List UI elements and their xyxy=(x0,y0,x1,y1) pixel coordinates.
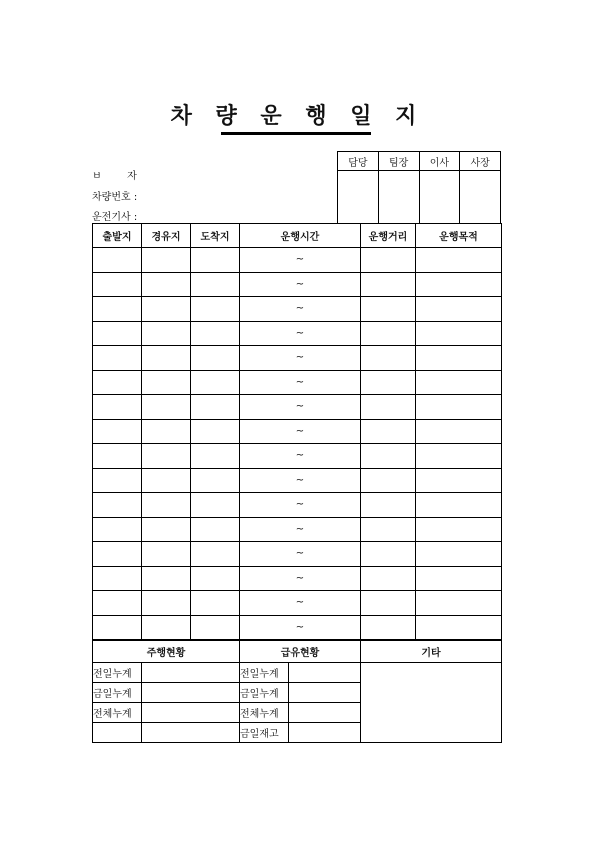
destination-cell[interactable] xyxy=(191,615,240,640)
col-header-waypoint: 경유지 xyxy=(142,224,191,248)
fuel-label: 전체누계 xyxy=(240,703,289,723)
purpose-cell[interactable] xyxy=(416,517,502,542)
origin-cell[interactable] xyxy=(93,370,142,395)
waypoint-cell[interactable] xyxy=(142,395,191,420)
destination-cell[interactable] xyxy=(191,321,240,346)
other-notes[interactable] xyxy=(361,663,502,743)
destination-cell[interactable] xyxy=(191,346,240,371)
approval-header-president: 사장 xyxy=(460,152,501,171)
operating-time-cell[interactable]: ~ xyxy=(240,517,361,542)
operating-time-cell[interactable]: ~ xyxy=(240,272,361,297)
log-row xyxy=(93,468,502,493)
purpose-cell[interactable] xyxy=(416,248,502,273)
distance-cell[interactable] xyxy=(361,346,416,371)
waypoint-cell[interactable] xyxy=(142,517,191,542)
destination-cell[interactable] xyxy=(191,591,240,616)
col-header-purpose: 운행목적 xyxy=(416,224,502,248)
purpose-cell[interactable] xyxy=(416,370,502,395)
col-header-destination: 도착지 xyxy=(191,224,240,248)
waypoint-cell[interactable] xyxy=(142,566,191,591)
purpose-cell[interactable] xyxy=(416,346,502,371)
origin-cell[interactable] xyxy=(93,444,142,469)
driving-label: 금일누계 xyxy=(93,683,142,703)
purpose-cell[interactable] xyxy=(416,444,502,469)
distance-cell[interactable] xyxy=(361,542,416,567)
log-row xyxy=(93,566,502,591)
fuel-value[interactable] xyxy=(289,683,361,703)
distance-cell[interactable] xyxy=(361,493,416,518)
distance-cell[interactable] xyxy=(361,517,416,542)
summary-header-fueling: 급유현황 xyxy=(240,641,361,663)
origin-cell[interactable] xyxy=(93,248,142,273)
operating-time-cell[interactable]: ~ xyxy=(240,346,361,371)
approval-header-team-lead: 팀장 xyxy=(378,152,419,171)
operating-time-cell[interactable]: ~ xyxy=(240,419,361,444)
fuel-label: 전일누계 xyxy=(240,663,289,683)
fuel-value[interactable] xyxy=(289,723,361,743)
purpose-cell[interactable] xyxy=(416,542,502,567)
approval-signature-manager[interactable] xyxy=(338,171,379,224)
distance-cell[interactable] xyxy=(361,272,416,297)
purpose-cell[interactable] xyxy=(416,615,502,640)
operating-time-cell[interactable]: ~ xyxy=(240,444,361,469)
purpose-cell[interactable] xyxy=(416,272,502,297)
purpose-cell[interactable] xyxy=(416,321,502,346)
log-header-row xyxy=(93,224,502,248)
operating-time-cell[interactable]: ~ xyxy=(240,395,361,420)
approval-signature-team-lead[interactable] xyxy=(378,171,419,224)
distance-cell[interactable] xyxy=(361,419,416,444)
waypoint-cell[interactable] xyxy=(142,493,191,518)
operating-time-cell[interactable]: ~ xyxy=(240,248,361,273)
origin-cell[interactable] xyxy=(93,321,142,346)
destination-cell[interactable] xyxy=(191,542,240,567)
operating-time-cell[interactable]: ~ xyxy=(240,615,361,640)
operating-time-cell[interactable]: ~ xyxy=(240,468,361,493)
operating-time-cell[interactable]: ~ xyxy=(240,566,361,591)
log-row xyxy=(93,493,502,518)
purpose-cell[interactable] xyxy=(416,419,502,444)
purpose-cell[interactable] xyxy=(416,395,502,420)
fuel-value[interactable] xyxy=(289,703,361,723)
origin-cell[interactable] xyxy=(93,493,142,518)
log-row xyxy=(93,346,502,371)
waypoint-cell[interactable] xyxy=(142,419,191,444)
fuel-value[interactable] xyxy=(289,663,361,683)
log-row xyxy=(93,517,502,542)
destination-cell[interactable] xyxy=(191,272,240,297)
destination-cell[interactable] xyxy=(191,248,240,273)
approval-header-director: 이사 xyxy=(419,152,460,171)
vehicle-number-label: 차량번호 : xyxy=(92,192,138,203)
waypoint-cell[interactable] xyxy=(142,615,191,640)
distance-cell[interactable] xyxy=(361,248,416,273)
summary-header-driving: 주행현황 xyxy=(93,641,240,663)
summary-table xyxy=(92,640,502,743)
origin-cell[interactable] xyxy=(93,566,142,591)
distance-cell[interactable] xyxy=(361,566,416,591)
approval-signature-director[interactable] xyxy=(419,171,460,224)
distance-cell[interactable] xyxy=(361,444,416,469)
operation-log-table xyxy=(92,223,502,640)
log-row xyxy=(93,248,502,273)
summary-header-row xyxy=(93,641,502,663)
date-label: ㅂ 자 xyxy=(92,171,137,182)
log-row xyxy=(93,419,502,444)
approval-signature-president[interactable] xyxy=(460,171,501,224)
waypoint-cell[interactable] xyxy=(142,248,191,273)
operating-time-cell[interactable]: ~ xyxy=(240,321,361,346)
log-row xyxy=(93,395,502,420)
destination-cell[interactable] xyxy=(191,493,240,518)
distance-cell[interactable] xyxy=(361,297,416,322)
driving-value[interactable] xyxy=(142,683,240,703)
distance-cell[interactable] xyxy=(361,321,416,346)
waypoint-cell[interactable] xyxy=(142,321,191,346)
purpose-cell[interactable] xyxy=(416,566,502,591)
log-row xyxy=(93,542,502,567)
approval-header-manager: 담당 xyxy=(338,152,379,171)
origin-cell[interactable] xyxy=(93,395,142,420)
purpose-cell[interactable] xyxy=(416,591,502,616)
origin-cell[interactable] xyxy=(93,468,142,493)
log-row xyxy=(93,370,502,395)
origin-cell[interactable] xyxy=(93,272,142,297)
log-row xyxy=(93,444,502,469)
origin-cell[interactable] xyxy=(93,591,142,616)
summary-header-other: 기타 xyxy=(361,641,502,663)
col-header-distance: 운행거리 xyxy=(361,224,416,248)
waypoint-cell[interactable] xyxy=(142,346,191,371)
log-row xyxy=(93,297,502,322)
col-header-operating-time: 운행시간 xyxy=(240,224,361,248)
destination-cell[interactable] xyxy=(191,566,240,591)
waypoint-cell[interactable] xyxy=(142,370,191,395)
waypoint-cell[interactable] xyxy=(142,591,191,616)
waypoint-cell[interactable] xyxy=(142,297,191,322)
purpose-cell[interactable] xyxy=(416,493,502,518)
log-row xyxy=(93,272,502,297)
origin-cell[interactable] xyxy=(93,297,142,322)
destination-cell[interactable] xyxy=(191,517,240,542)
operating-time-cell[interactable]: ~ xyxy=(240,297,361,322)
driving-value[interactable] xyxy=(142,723,240,743)
waypoint-cell[interactable] xyxy=(142,444,191,469)
destination-cell[interactable] xyxy=(191,444,240,469)
log-body xyxy=(93,248,502,640)
distance-cell[interactable] xyxy=(361,615,416,640)
operating-time-cell[interactable]: ~ xyxy=(240,591,361,616)
fuel-label: 금일누계 xyxy=(240,683,289,703)
origin-cell[interactable] xyxy=(93,419,142,444)
purpose-cell[interactable] xyxy=(416,468,502,493)
destination-cell[interactable] xyxy=(191,419,240,444)
distance-cell[interactable] xyxy=(361,370,416,395)
origin-cell[interactable] xyxy=(93,346,142,371)
operating-time-cell[interactable]: ~ xyxy=(240,493,361,518)
driving-label: 전체누계 xyxy=(93,703,142,723)
purpose-cell[interactable] xyxy=(416,297,502,322)
driving-label: 전일누계 xyxy=(93,663,142,683)
driving-label xyxy=(93,723,142,743)
fuel-label: 금일재고 xyxy=(240,723,289,743)
distance-cell[interactable] xyxy=(361,395,416,420)
distance-cell[interactable] xyxy=(361,591,416,616)
col-header-origin: 출발지 xyxy=(93,224,142,248)
origin-cell[interactable] xyxy=(93,517,142,542)
summary-row xyxy=(93,663,502,683)
log-row xyxy=(93,321,502,346)
log-row xyxy=(93,615,502,640)
destination-cell[interactable] xyxy=(191,297,240,322)
driving-value[interactable] xyxy=(142,703,240,723)
destination-cell[interactable] xyxy=(191,370,240,395)
form-title: 차 량 운 행 일 지 xyxy=(170,104,425,129)
log-row xyxy=(93,591,502,616)
origin-cell[interactable] xyxy=(93,542,142,567)
operating-time-cell[interactable]: ~ xyxy=(240,370,361,395)
distance-cell[interactable] xyxy=(361,468,416,493)
waypoint-cell[interactable] xyxy=(142,468,191,493)
driving-value[interactable] xyxy=(142,663,240,683)
operating-time-cell[interactable]: ~ xyxy=(240,542,361,567)
waypoint-cell[interactable] xyxy=(142,272,191,297)
approval-box xyxy=(337,151,501,224)
destination-cell[interactable] xyxy=(191,395,240,420)
title-underline xyxy=(221,132,371,135)
driver-label: 운전기사 : xyxy=(92,212,138,223)
destination-cell[interactable] xyxy=(191,468,240,493)
waypoint-cell[interactable] xyxy=(142,542,191,567)
origin-cell[interactable] xyxy=(93,615,142,640)
